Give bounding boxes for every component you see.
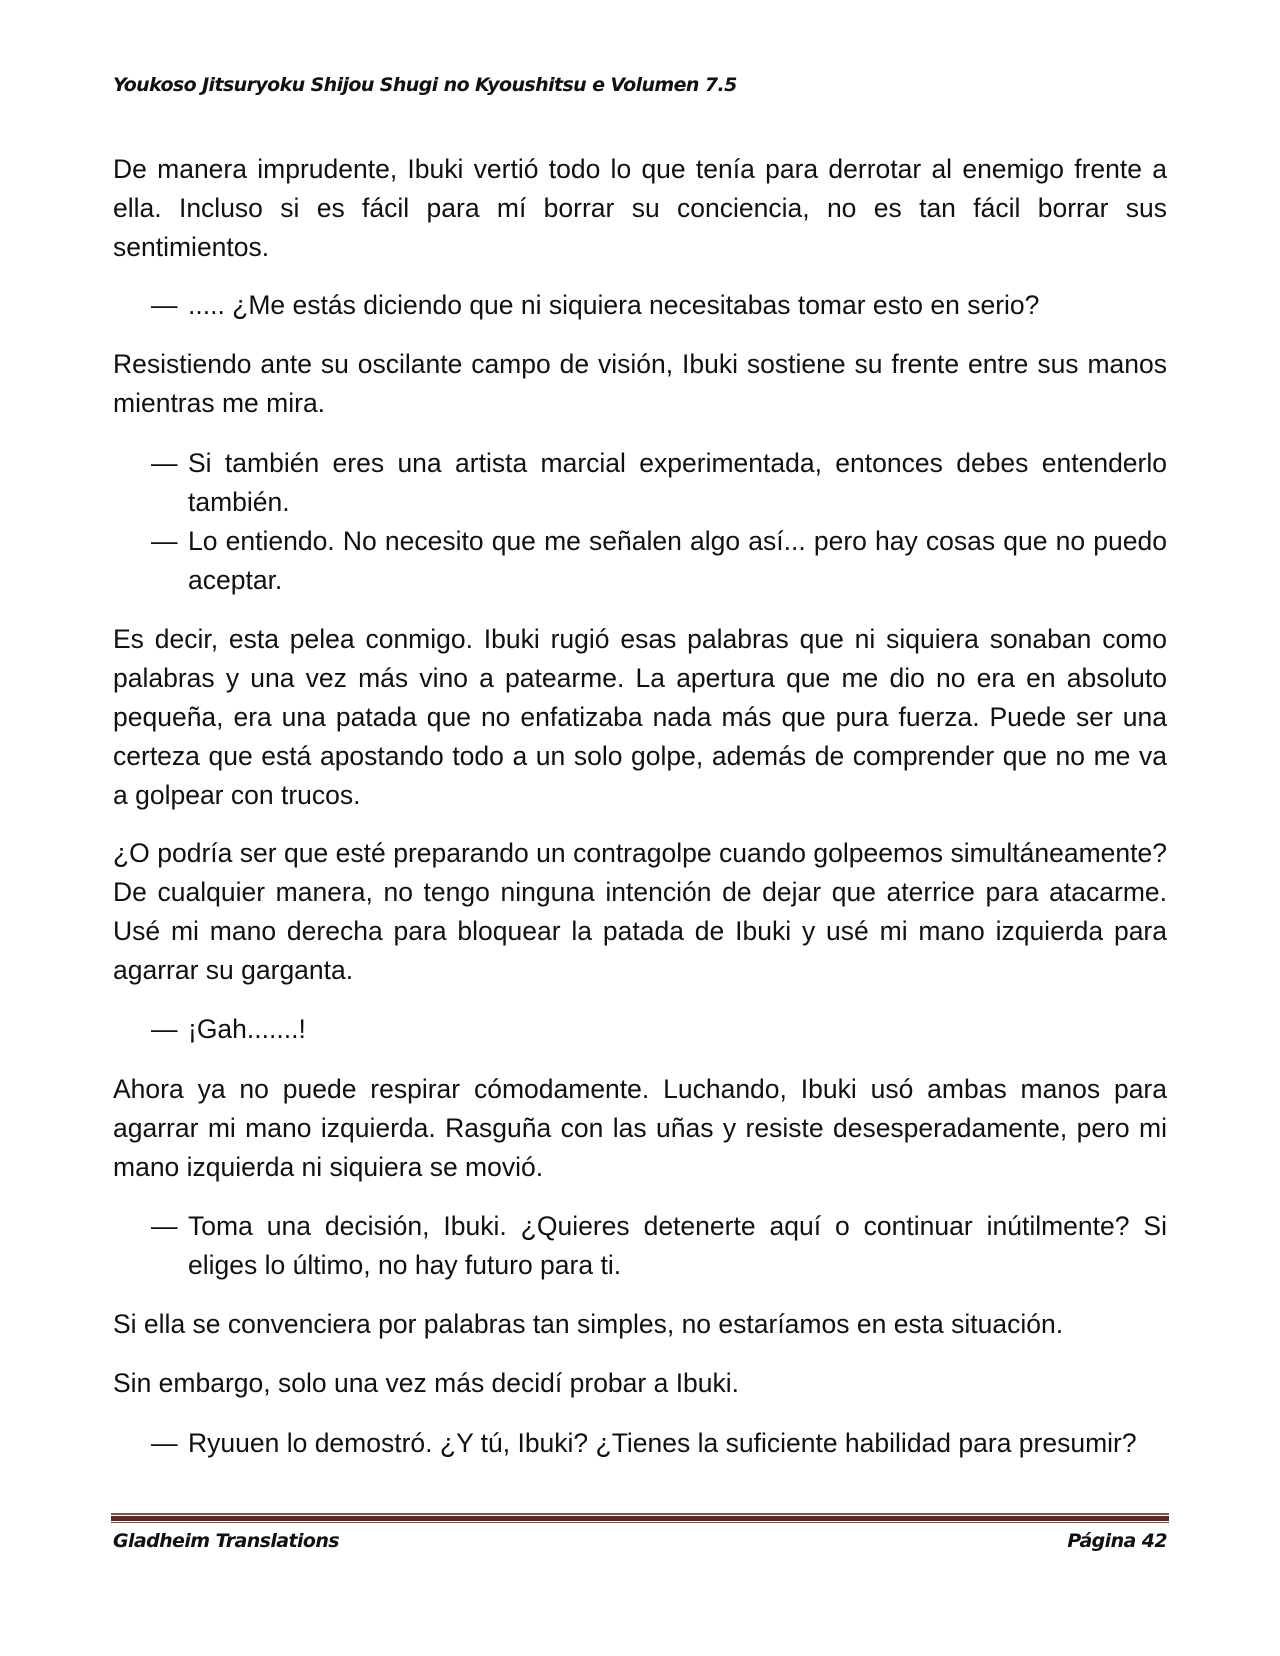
dialogue-dash: — — [151, 290, 178, 320]
dialogue-block — [151, 1010, 1167, 1049]
dialogue-line: Lo entiendo. No necesito que me señalen algo así... pero hay cosas que no puedo aceptar. — [188, 526, 1167, 595]
dialogue-line: ¡Gah.......! — [188, 1014, 306, 1044]
dialogue-block — [151, 1424, 1167, 1463]
dialogue-line: Ryuuen lo demostró. ¿Y tú, Ibuki? ¿Tienes la suficiente habilidad para presumir? — [188, 1428, 1137, 1458]
paragraph: Sin embargo, solo una vez más decidí probar a Ibuki. — [113, 1368, 740, 1398]
footer-rule — [111, 1513, 1169, 1523]
paragraph: De manera imprudente, Ibuki vertió todo lo que tenía para derrotar al enemigo frente a ella. Incluso si es fácil para mí borrar su conciencia, no es tan fácil borrar sus sentimientos. — [113, 154, 1167, 262]
running-header: Youkoso Jitsuryoku Shijou Shugi no Kyoushitsu e Volumen 7.5 — [113, 74, 737, 96]
paragraph: Si ella se convenciera por palabras tan simples, no estaríamos en esta situación. — [113, 1309, 1064, 1339]
dialogue-dash: — — [151, 1211, 178, 1241]
dialogue-line: Toma una decisión, Ibuki. ¿Quieres detenerte aquí o continuar inútilmente? Si eliges lo último, no hay futuro para ti. — [188, 1211, 1167, 1280]
dialogue-dash: — — [151, 526, 178, 556]
dialogue-line: Si también eres una artista marcial experimentada, entonces debes entenderlo también. — [188, 448, 1167, 517]
dialogue-block — [151, 444, 1167, 600]
dialogue-block — [151, 1207, 1167, 1285]
paragraph: Es decir, esta pelea conmigo. Ibuki rugió esas palabras que ni siquiera sonaban como palabras y una vez más vino a patearme. La apertura que me dio no era en absoluto pequeña, era una patada que no enfatizaba nada más que pura fuerza. Puede ser una certeza que está apostando todo a un solo golpe, además de comprender que no me va a golpear con trucos. — [113, 624, 1167, 810]
footer-page-number: Página 42 — [1067, 1530, 1167, 1552]
dialogue-dash: — — [151, 1014, 178, 1044]
paragraph: ¿O podría ser que esté preparando un contragolpe cuando golpeemos simultáneamente? De cualquier manera, no tengo ninguna intención de dejar que aterrice para atacarme. Usé mi mano derecha para bloquear la patada de Ibuki y usé mi mano izquierda para agarrar su garganta. — [113, 838, 1167, 985]
dialogue-block — [151, 286, 1167, 325]
paragraph: Ahora ya no puede respirar cómodamente. Luchando, Ibuki usó ambas manos para agarrar mi mano izquierda. Rasguña con las uñas y resiste desesperadamente, pero mi mano izquierda ni siquiera se movió. — [113, 1074, 1167, 1182]
paragraph: Resistiendo ante su oscilante campo de visión, Ibuki sostiene su frente entre sus manos mientras me mira. — [113, 349, 1167, 418]
dialogue-line: ..... ¿Me estás diciendo que ni siquiera necesitabas tomar esto en serio? — [188, 290, 1040, 320]
footer-publisher: Gladheim Translations — [113, 1530, 339, 1552]
dialogue-dash: — — [151, 1428, 178, 1458]
dialogue-dash: — — [151, 448, 178, 478]
